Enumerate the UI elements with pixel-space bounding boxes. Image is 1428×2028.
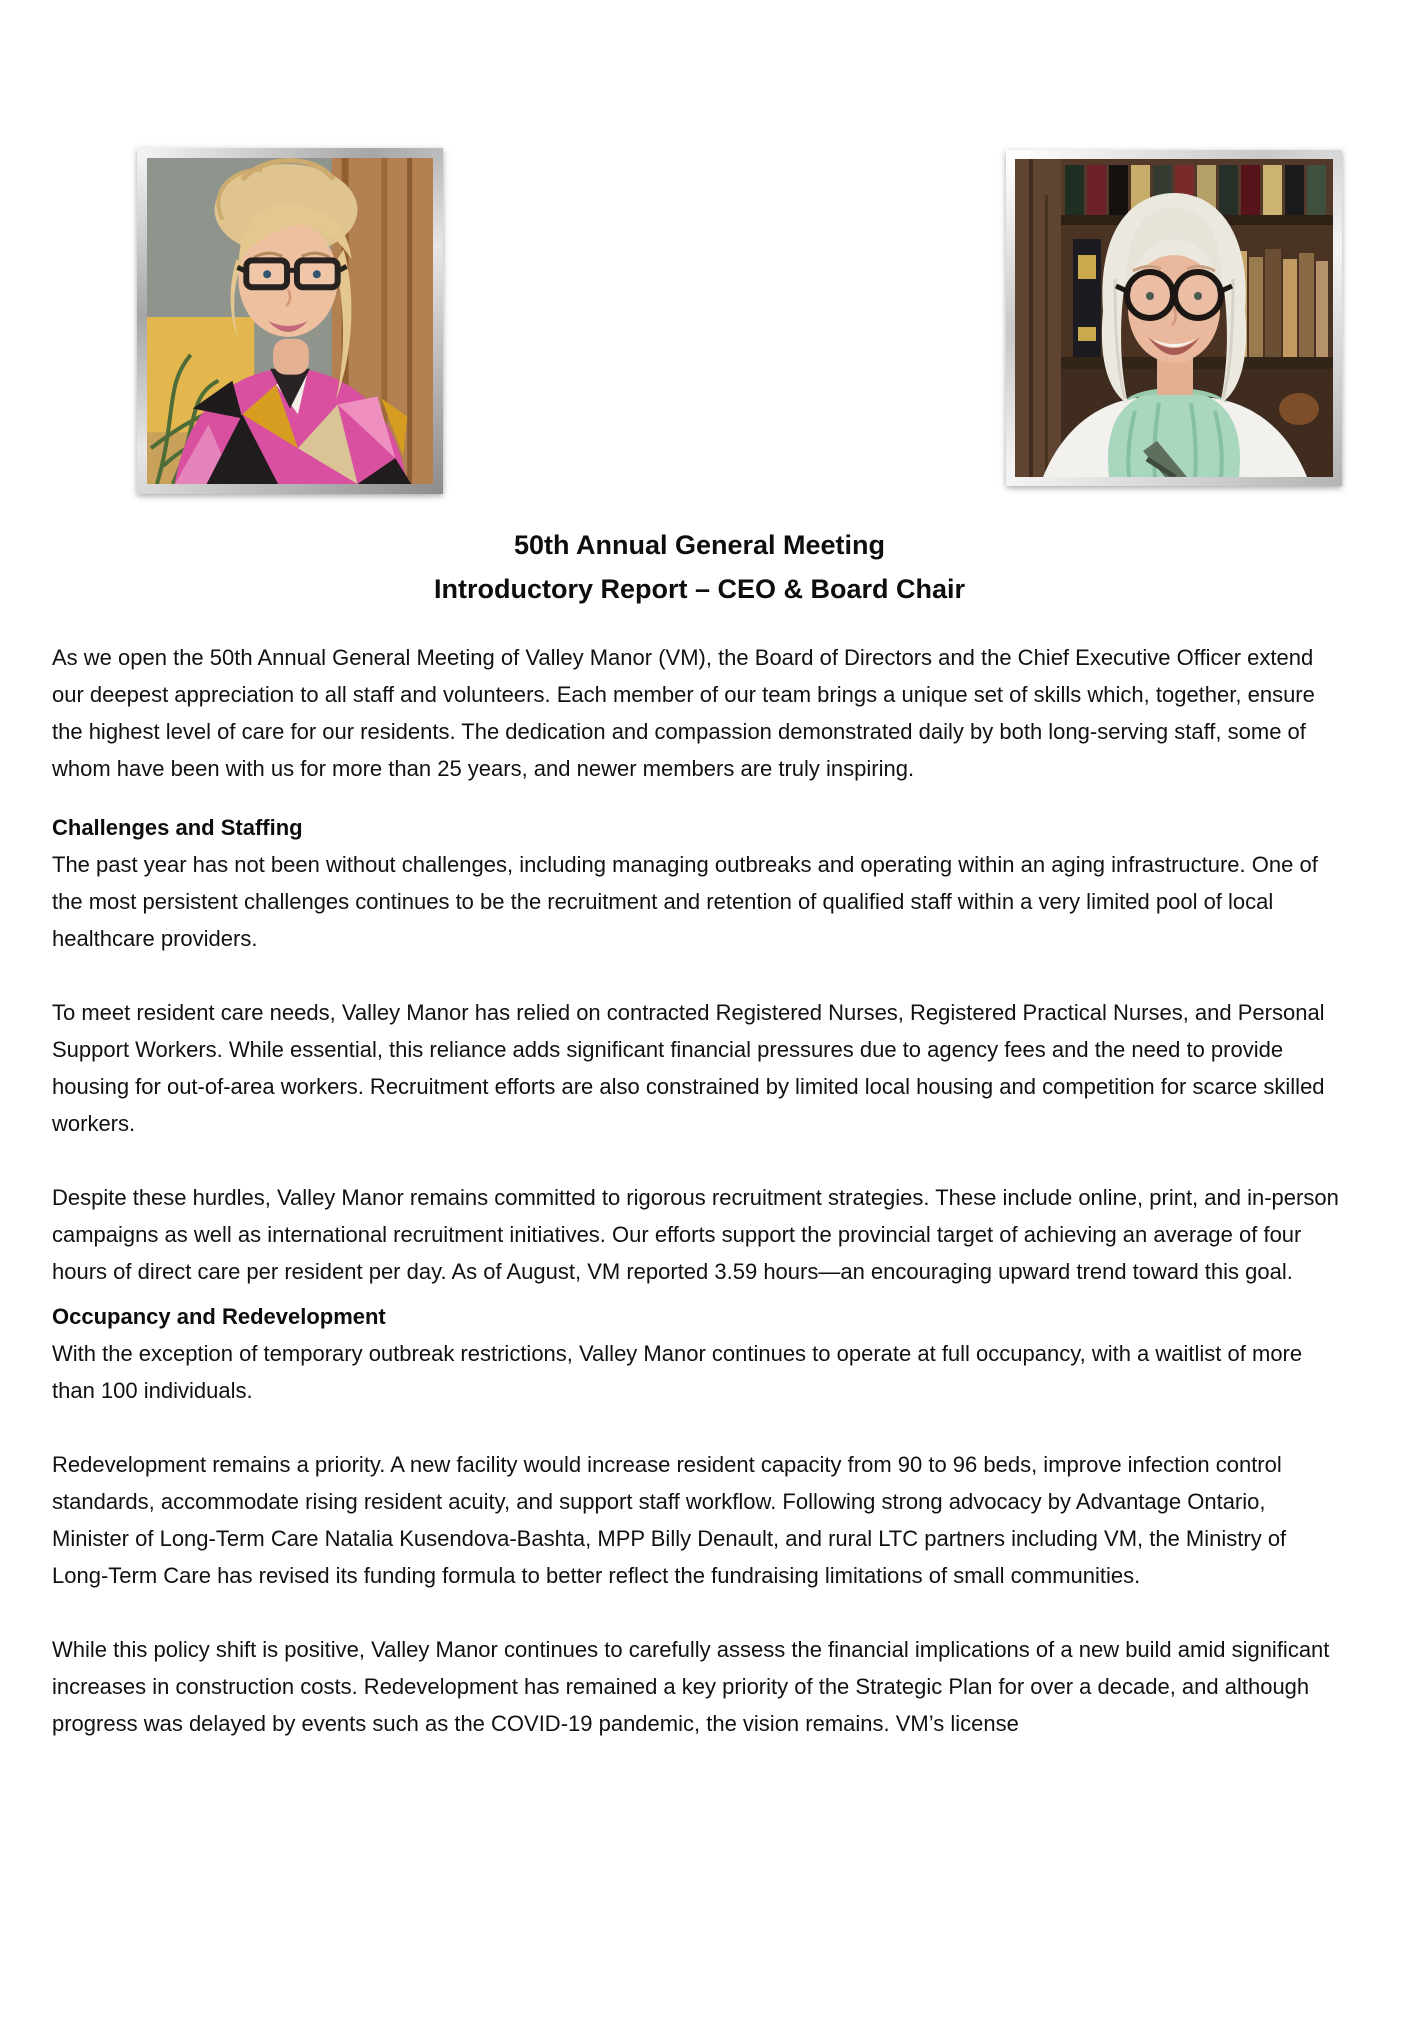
intro-paragraph: As we open the 50th Annual General Meeting of Valley Manor (VM), the Board of Directors and the Chief Executive Officer extend our deepest appreciation to all staff and volunteers. Each member of our team brings a unique set of skills which, together, ensure the highest level of care for our residents. The dedication and compassion demonstrated daily by both long-serving staff, some of whom have been with us for more than 25 years, and newer members are truly inspiring.	[52, 645, 1315, 781]
document-content	[52, 0, 1347, 1742]
challenges-paragraph-3: Despite these hurdles, Valley Manor remains committed to rigorous recruitment strategies. These include online, print, and in-person campaigns as well as international recruitment initiatives. Our efforts support the provincial target of achieving an average of four hours of direct care per resident per day. As of August, VM reported 3.59 hours—an encouraging upward trend toward this goal.	[52, 1185, 1339, 1284]
section-heading-occupancy-and-redevelopment: Occupancy and Redevelopment	[52, 1304, 386, 1329]
challenges-paragraph-1: The past year has not been without challenges, including managing outbreaks and operating within an aging infrastructure. One of the most persistent challenges continues to be the recruitment and retention of qualified staff within a very limited pool of local healthcare providers.	[52, 852, 1318, 951]
report-title-line1: 50th Annual General Meeting	[513, 530, 886, 560]
occupancy-paragraph-3: While this policy shift is positive, Valley Manor continues to carefully assess the financial implications of a new build amid significant increases in construction costs. Redevelopment has remained a key priority of the Strategic Plan for over a decade, and although progress was delayed by events such as the COVID-19 pandemic, the vision remains. VM’s license	[52, 1637, 1330, 1736]
occupancy-paragraph-2: Redevelopment remains a priority. A new facility would increase resident capacity from 90 to 96 beds, improve infection control standards, accommodate rising resident acuity, and support staff workflow. Following strong advocacy by Advantage Ontario, Minister of Long-Term Care Natalia Kusendova-Bashta, MPP Billy Denault, and rural LTC partners including VM, the Ministry of Long-Term Care has revised its funding formula to better reflect the fundraising limitations of small communities.	[52, 1452, 1287, 1588]
report-title-line2: Introductory Report – CEO & Board Chair	[433, 574, 966, 604]
section-heading-challenges-and-staffing: Challenges and Staffing	[52, 815, 303, 840]
challenges-paragraph-2: To meet resident care needs, Valley Manor has relied on contracted Registered Nurses, Registered Practical Nurses, and Personal Support Workers. While essential, this reliance adds significant financial pressures due to agency fees and the need to provide housing for out-of-area workers. Recruitment efforts are also constrained by limited local housing and competition for scarce skilled workers.	[52, 1000, 1325, 1136]
report-title	[52, 523, 1347, 611]
occupancy-paragraph-1: With the exception of temporary outbreak restrictions, Valley Manor continues to operate at full occupancy, with a waitlist of more than 100 individuals.	[52, 1341, 1303, 1403]
